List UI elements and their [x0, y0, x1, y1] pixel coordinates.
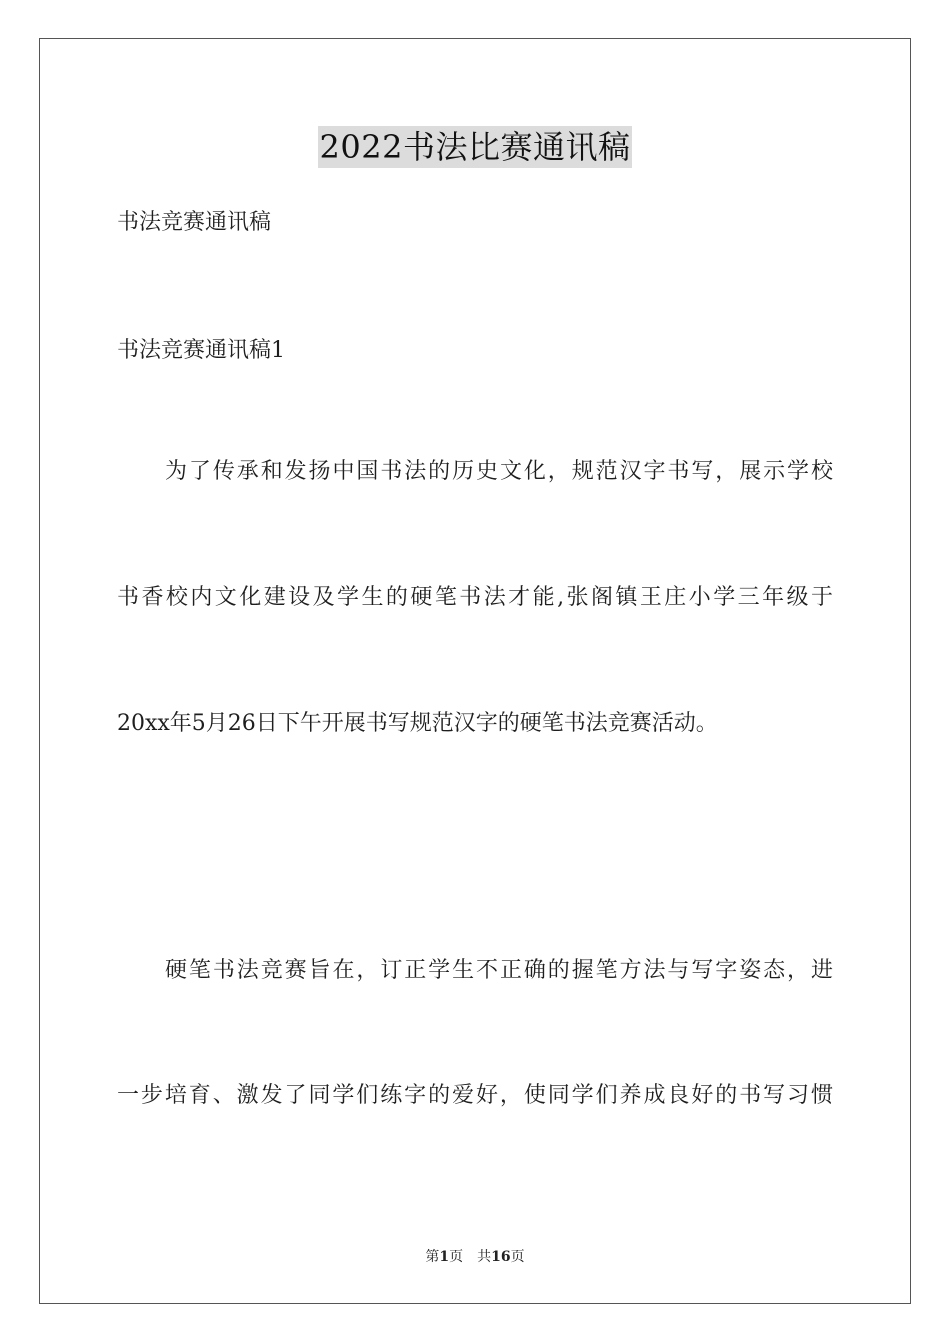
paragraph2-line2: 一步培育、激发了同学们练字的爱好，使同学们养成良好的书写习惯 [117, 1083, 833, 1108]
document-title: 2022书法比赛通讯稿 [319, 128, 631, 166]
total-suffix: 页 [510, 1249, 525, 1265]
section-heading: 书法竞赛通讯稿1 [117, 338, 285, 363]
paragraph1-line1: 为了传承和发扬中国书法的历史文化，规范汉字书写，展示学校 [165, 459, 833, 484]
document-subtitle: 书法竞赛通讯稿 [117, 210, 272, 235]
total-prefix: 共 [477, 1249, 492, 1265]
page-footer [0, 1248, 950, 1266]
total-pages: 16 [491, 1249, 511, 1265]
page-number: 1 [439, 1249, 450, 1265]
page-suffix: 页 [449, 1249, 464, 1265]
page-prefix: 第 [425, 1249, 440, 1265]
title-container [0, 126, 950, 168]
paragraph1-line2: 书香校内文化建设及学生的硬笔书法才能,张阁镇王庄小学三年级于 [117, 585, 833, 610]
paragraph1-line3: 20xx年5月26日下午开展书写规范汉字的硬笔书法竞赛活动。 [117, 711, 718, 736]
paragraph2-line1: 硬笔书法竞赛旨在，订正学生不正确的握笔方法与写字姿态，进 [165, 958, 833, 983]
